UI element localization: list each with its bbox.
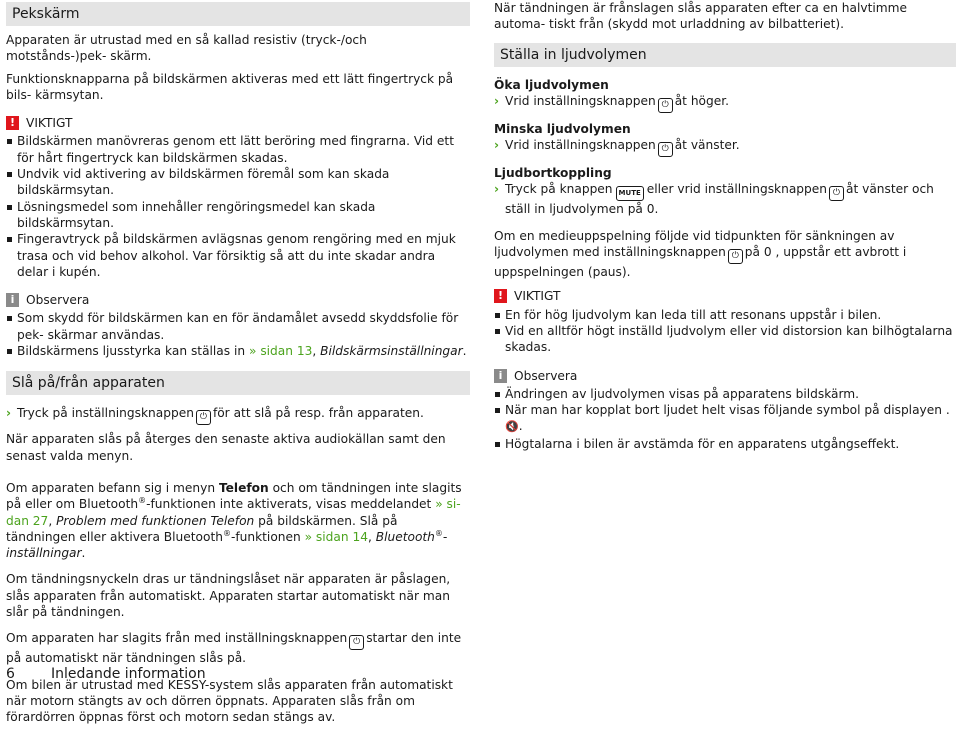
info-icon: i <box>6 293 19 307</box>
warning-title: VIKTIGT <box>26 116 73 131</box>
list-item: Som skydd för bildskärmen kan en för ändamålet avsedd skyddsfolie för pek- skärmar användas. <box>6 310 470 343</box>
paragraph: När apparaten slås på återges den senaste aktiva audiokällan samt den senast valda menyn. <box>6 432 446 463</box>
subheading: Öka ljudvolymen <box>494 77 609 92</box>
section-heading-pekskarm: Pekskärm <box>6 2 470 26</box>
left-column <box>6 0 470 732</box>
power-knob-icon: ⏻ <box>829 186 844 201</box>
list-item: Lösningsmedel som innehåller rengöringsmedel kan skada bildskärmsytan. <box>6 199 470 232</box>
step-arrow-icon: › <box>494 182 500 197</box>
instruction-step: › Tryck på inställningsknappen ⏻ för att slå på resp. från apparaten. <box>6 405 470 425</box>
mute-button-icon: MUTE <box>616 186 644 201</box>
warning-title: VIKTIGT <box>514 289 561 304</box>
list-item: En för hög ljudvolym kan leda till att resonans uppstår i bilen. <box>494 307 956 323</box>
step-arrow-icon: › <box>494 93 500 108</box>
section-heading-ljudvolym: Ställa in ljudvolymen <box>494 43 956 67</box>
power-knob-icon: ⏻ <box>349 635 364 650</box>
power-knob-icon: ⏻ <box>658 142 673 157</box>
list-item: Ändringen av ljudvolymen visas på apparatens bildskärm. <box>494 386 956 402</box>
list-item: Bildskärmen manövreras genom ett lätt beröring med fingrarna. Vid ett för hårt fingertryck kan bildskärmen skadas. <box>6 133 470 166</box>
right-column <box>494 0 956 452</box>
paragraph: Om tändningsnyckeln dras ur tändningslåset när apparaten är påslagen, slås apparaten från automatiskt. Apparaten startar automatiskt när man slår på tändningen. <box>6 572 451 620</box>
warning-icon: ! <box>6 116 19 130</box>
page-footer <box>6 665 206 683</box>
instruction-step: › Tryck på knappen MUTE eller vrid inställningsknappen ⏻ åt vänster och ställ in ljudvolymen på 0. <box>494 182 934 217</box>
page-link[interactable]: » si- dan 27 <box>6 497 461 528</box>
paragraph: Om apparaten har slagits från med inställningsknappen ⏻ startar den inte på automatiskt när tändningen slås på. <box>6 631 462 666</box>
subheading: Minska ljudvolymen <box>494 121 631 136</box>
list-item: När man har kopplat bort ljudet helt visas följande symbol på displayen .🔇. <box>494 402 956 436</box>
paragraph: Om en medieuppspelning följde vid tidpunkten för sänkningen av ljudvolymen med inställningsknappen ⏻ på 0 , uppstår ett avbrott i uppspelningen (paus). <box>494 228 907 280</box>
note-title: Observera <box>26 293 90 308</box>
warning-box <box>494 288 956 355</box>
instruction-step: › Vrid inställningsknappen ⏻ åt vänster. <box>494 137 956 157</box>
subheading: Ljudbortkoppling <box>494 166 612 181</box>
section-heading-sla-pa: Slå på/från apparaten <box>6 371 470 395</box>
note-box <box>6 292 470 359</box>
paragraph: När tändningen är frånslagen slås apparaten efter ca en halvtimme automa- tiskt från (skydd mot urladdning av bilbatteriet). <box>494 1 907 32</box>
list-item: Vid en alltför högt inställd ljudvolym eller vid distorsion kan bilhögtalarna skadas. <box>494 323 956 356</box>
power-knob-icon: ⏻ <box>658 98 673 113</box>
power-knob-icon: ⏻ <box>196 410 211 425</box>
step-arrow-icon: › <box>494 138 500 153</box>
paragraph: Om apparaten befann sig i menyn Telefon och om tändningen inte slagits på eller om Bluetooth®-funktionen inte aktiverats, visas meddelandet » si- dan 27, Problem med funktionen Telefon på bildskärmen. Slå på tändningen eller aktivera Bluetooth®-funktionen » sidan 14, Bluetooth®-inställningar. <box>6 480 462 561</box>
list-item: Undvik vid aktivering av bildskärmen föremål som kan skada bildskärmsytan. <box>6 166 470 199</box>
paragraph: Apparaten är utrustad med en så kallad resistiv (tryck-/och motstånds-)pek- skärm. <box>6 33 367 64</box>
list-item: Fingeravtryck på bildskärmen avlägsnas genom rengöring med en mjuk trasa och vid behov alkohol. Var försiktig så att du inte skadar andra delar i kupén. <box>6 231 470 280</box>
info-icon: i <box>494 369 507 383</box>
footer-section: Inledande information <box>51 666 206 682</box>
power-knob-icon: ⏻ <box>728 249 743 264</box>
list-item: Högtalarna i bilen är avstämda för en apparatens utgångseffekt. <box>494 436 956 452</box>
speaker-off-icon: 🔇 <box>505 420 519 434</box>
step-arrow-icon: › <box>6 406 12 421</box>
list-item: Bildskärmens ljusstyrka kan ställas in » sidan 13, Bildskärmsinställningar. <box>6 343 470 359</box>
instruction-step: › Vrid inställningsknappen ⏻ åt höger. <box>494 93 956 113</box>
page-link[interactable]: » sidan 13 <box>248 344 313 359</box>
paragraph: Om bilen är utrustad med KESSY-system slås apparaten från automatiskt när motorn stängts av och dörren öppnats. Apparaten slås från om förardörren öppnas först och motorn sedan stängs av. <box>6 677 453 725</box>
warning-icon: ! <box>494 289 507 303</box>
warning-box <box>6 115 470 280</box>
note-title: Observera <box>514 368 578 383</box>
paragraph: Funktionsknapparna på bildskärmen aktiveras med ett lätt fingertryck på bils- kärmsytan. <box>6 71 454 102</box>
page-number: 6 <box>6 666 15 682</box>
page-link[interactable]: » sidan 14 <box>304 529 368 544</box>
note-box <box>494 368 956 452</box>
